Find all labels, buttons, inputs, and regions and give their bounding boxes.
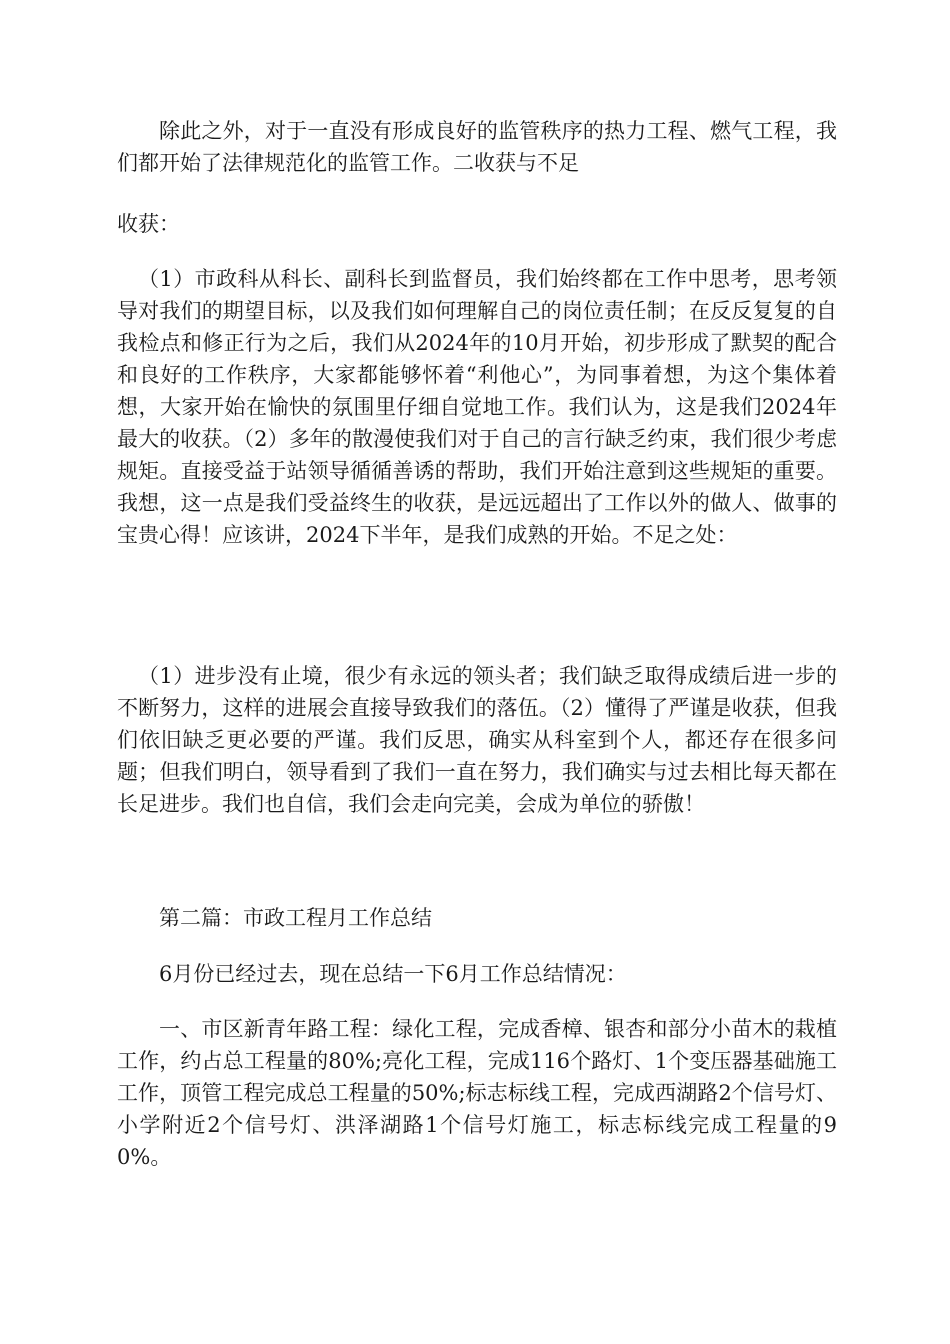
paragraph-xinqingnian-road-project: 一、市区新青年路工程：绿化工程，完成香樟、银杏和部分小苗木的栽植工作，约占总工程量的80%;亮化工程，完成116个路灯、1个变压器基础施工工作，顶管工程完成总工程量的50%;标志标线工程，完成西湖路2个信号灯、小学附近2个信号灯、洪泽湖路1个信号灯施工，标志标线完成工程量的90%。 [117, 1017, 837, 1169]
paragraph-gains-details: （1）市政科从科长、副科长到监督员，我们始终都在工作中思考，思考领导对我们的期望目标，以及我们如何理解自己的岗位责任制；在反反复复的自我检点和修正行为之后，我们从2024年的10月开始，初步形成了默契的配合和良好的工作秩序，大家都能够怀着“利他心”，为同事着想，为这个集体着想，大家开始在愉快的氛围里仔细自觉地工作。我们认为，这是我们2024年最大的收获。（2）多年的散漫使我们对于自己的言行缺乏约束，我们很少考虑规矩。直接受益于站领导循循善诱的帮助，我们开始注意到这些规矩的重要。我想，这一点是我们受益终生的收获，是远远超出了工作以外的做人、做事的宝贵心得！应该讲，2024下半年，是我们成熟的开始。不足之处： [117, 267, 837, 547]
section-title-part-two: 第二篇：市政工程月工作总结 [159, 906, 432, 930]
paragraph-gains-heading: 收获： [117, 212, 180, 236]
paragraph-supervision-work: 除此之外，对于一直没有形成良好的监管秩序的热力工程、燃气工程，我们都开始了法律规范化的监管工作。二收获与不足 [117, 119, 837, 175]
paragraph-shortcomings: （1）进步没有止境，很少有永远的领头者；我们缺乏取得成绩后进一步的不断努力，这样的进展会直接导致我们的落伍。（2）懂得了严谨是收获，但我们依旧缺乏更必要的严谨。我们反思，确实从科室到个人，都还存在很多问题；但我们明白，领导看到了我们一直在努力，我们确实与过去相比每天都在长足进步。我们也自信，我们会走向完美，会成为单位的骄傲！ [117, 664, 837, 816]
paragraph-june-summary-intro: 6月份已经过去，现在总结一下6月工作总结情况： [159, 962, 627, 986]
